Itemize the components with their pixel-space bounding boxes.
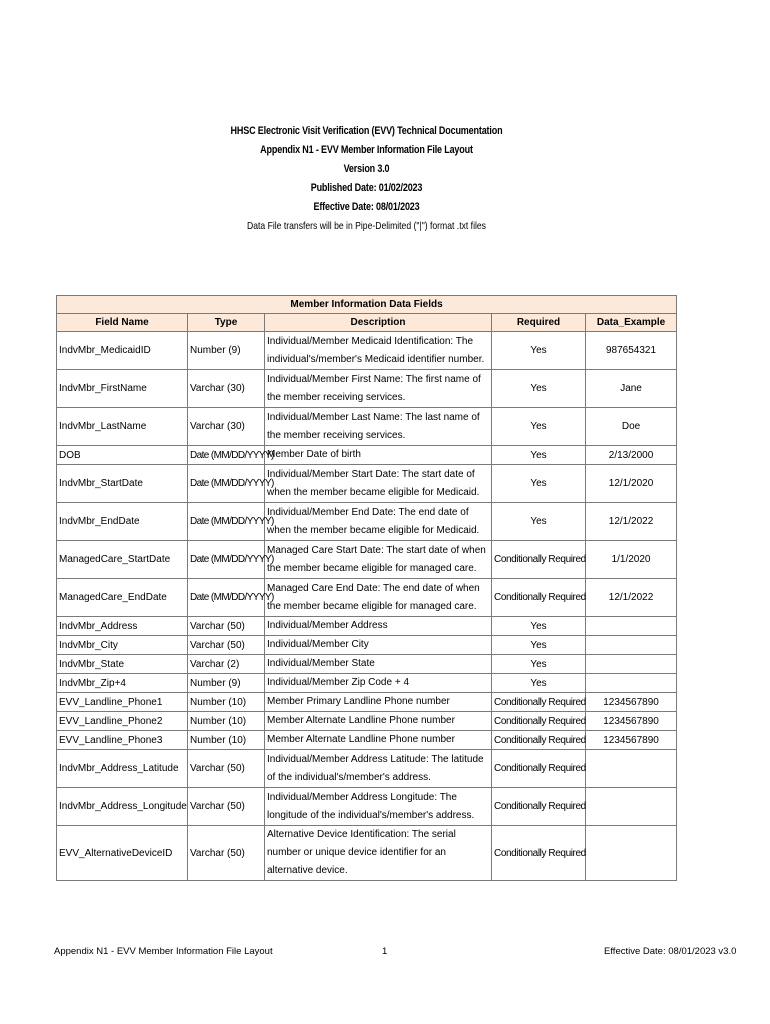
required-cell: Conditionally Required: [492, 693, 586, 712]
description-cell: Member Primary Landline Phone number: [265, 693, 492, 712]
page-number: 1: [382, 946, 388, 957]
data-example-cell: 987654321: [586, 332, 677, 370]
field-name-cell: IndvMbr_MedicaidID: [57, 332, 188, 370]
description-cell: Individual/Member State: [265, 655, 492, 674]
published-date: Published Date: 01/02/2023: [310, 182, 423, 194]
type-cell: Varchar (50): [188, 788, 265, 826]
version: Version 3.0: [343, 163, 390, 175]
description-cell: Managed Care End Date: The end date of when the member became eligible for managed care.: [265, 579, 492, 617]
description-cell: Individual/Member Medicaid Identification: The individual's/member's Medicaid identifier number.: [265, 332, 492, 370]
type-cell: Varchar (30): [188, 408, 265, 446]
file-format-note: Data File transfers will be in Pipe-Delimited ("|") format .txt files: [247, 220, 486, 232]
type-cell: Date (MM/DD/YYYY): [188, 446, 265, 465]
footer-right: Effective Date: 08/01/2023 v3.0: [604, 946, 737, 957]
required-cell: Conditionally Required: [492, 826, 586, 881]
type-cell: Varchar (50): [188, 750, 265, 788]
data-example-cell: [586, 826, 677, 881]
field-name-cell: IndvMbr_FirstName: [57, 370, 188, 408]
required-cell: Conditionally Required: [492, 750, 586, 788]
description-cell: Individual/Member Address Longitude: The longitude of the individual's/member's address.: [265, 788, 492, 826]
required-cell: Yes: [492, 636, 586, 655]
data-example-cell: [586, 674, 677, 693]
table-row: [57, 674, 677, 693]
doc-title: HHSC Electronic Visit Verification (EVV) Technical Documentation: [230, 125, 503, 137]
required-cell: Conditionally Required: [492, 579, 586, 617]
description-cell: Individual/Member Start Date: The start date of when the member became eligible for Medicaid.: [265, 465, 492, 503]
type-cell: Varchar (50): [188, 826, 265, 881]
effective-date: Effective Date: 08/01/2023: [313, 201, 420, 213]
table-row: [57, 408, 677, 446]
required-cell: Yes: [492, 408, 586, 446]
data-example-cell: [586, 788, 677, 826]
footer-left: Appendix N1 - EVV Member Information File Layout: [54, 946, 273, 957]
table-body: [57, 332, 677, 881]
description-cell: Individual/Member Address: [265, 617, 492, 636]
data-example-cell: 2/13/2000: [586, 446, 677, 465]
field-name-cell: EVV_Landline_Phone2: [57, 712, 188, 731]
data-example-cell: Doe: [586, 408, 677, 446]
table-row: [57, 446, 677, 465]
required-cell: Yes: [492, 503, 586, 541]
description-cell: Individual/Member City: [265, 636, 492, 655]
data-example-cell: [586, 636, 677, 655]
table-title: Member Information Data Fields: [57, 296, 677, 314]
member-fields-table: [56, 295, 677, 881]
data-example-cell: 1/1/2020: [586, 541, 677, 579]
required-cell: Yes: [492, 446, 586, 465]
required-cell: Yes: [492, 655, 586, 674]
data-example-cell: 12/1/2022: [586, 503, 677, 541]
table-row: [57, 750, 677, 788]
field-name-cell: EVV_Landline_Phone1: [57, 693, 188, 712]
data-example-cell: [586, 655, 677, 674]
data-example-cell: Jane: [586, 370, 677, 408]
field-name-cell: EVV_AlternativeDeviceID: [57, 826, 188, 881]
field-name-cell: ManagedCare_StartDate: [57, 541, 188, 579]
type-cell: Number (10): [188, 712, 265, 731]
appendix-title: Appendix N1 - EVV Member Information File Layout: [260, 144, 473, 156]
field-name-cell: ManagedCare_EndDate: [57, 579, 188, 617]
col-required: Required: [492, 314, 586, 332]
type-cell: Varchar (50): [188, 636, 265, 655]
description-cell: Individual/Member Address Latitude: The latitude of the individual's/member's address.: [265, 750, 492, 788]
required-cell: Conditionally Required: [492, 788, 586, 826]
required-cell: Yes: [492, 370, 586, 408]
table-row: [57, 332, 677, 370]
field-name-cell: IndvMbr_StartDate: [57, 465, 188, 503]
description-cell: Member Alternate Landline Phone number: [265, 731, 492, 750]
table-row: [57, 655, 677, 674]
description-cell: Individual/Member Zip Code + 4: [265, 674, 492, 693]
table-row: [57, 579, 677, 617]
description-cell: Member Alternate Landline Phone number: [265, 712, 492, 731]
table-row: [57, 617, 677, 636]
description-cell: Individual/Member Last Name: The last name of the member receiving services.: [265, 408, 492, 446]
type-cell: Number (9): [188, 332, 265, 370]
col-data-example: Data_Example: [586, 314, 677, 332]
table-row: [57, 731, 677, 750]
description-cell: Individual/Member End Date: The end date of when the member became eligible for Medicaid.: [265, 503, 492, 541]
type-cell: Date (MM/DD/YYYY): [188, 503, 265, 541]
field-name-cell: IndvMbr_LastName: [57, 408, 188, 446]
field-name-cell: IndvMbr_Address_Latitude: [57, 750, 188, 788]
data-example-cell: 1234567890: [586, 693, 677, 712]
description-cell: Alternative Device Identification: The serial number or unique device identifier for an alternative device.: [265, 826, 492, 881]
table-row: [57, 370, 677, 408]
type-cell: Varchar (30): [188, 370, 265, 408]
data-example-cell: 1234567890: [586, 731, 677, 750]
field-name-cell: IndvMbr_EndDate: [57, 503, 188, 541]
field-name-cell: IndvMbr_State: [57, 655, 188, 674]
table-row: [57, 503, 677, 541]
table-row: [57, 541, 677, 579]
col-field-name: Field Name: [57, 314, 188, 332]
data-example-cell: 1234567890: [586, 712, 677, 731]
required-cell: Conditionally Required: [492, 731, 586, 750]
field-name-cell: IndvMbr_Address_Longitude: [57, 788, 188, 826]
type-cell: Number (10): [188, 693, 265, 712]
data-example-cell: 12/1/2022: [586, 579, 677, 617]
data-example-cell: 12/1/2020: [586, 465, 677, 503]
field-name-cell: IndvMbr_Zip+4: [57, 674, 188, 693]
required-cell: Yes: [492, 674, 586, 693]
required-cell: Conditionally Required: [492, 712, 586, 731]
required-cell: Yes: [492, 332, 586, 370]
type-cell: Varchar (50): [188, 617, 265, 636]
table-row: [57, 826, 677, 881]
required-cell: Yes: [492, 465, 586, 503]
type-cell: Date (MM/DD/YYYY): [188, 541, 265, 579]
field-name-cell: IndvMbr_Address: [57, 617, 188, 636]
col-type: Type: [188, 314, 265, 332]
description-cell: Member Date of birth: [265, 446, 492, 465]
table-row: [57, 693, 677, 712]
type-cell: Date (MM/DD/YYYY): [188, 579, 265, 617]
table-row: [57, 788, 677, 826]
field-name-cell: EVV_Landline_Phone3: [57, 731, 188, 750]
type-cell: Date (MM/DD/YYYY): [188, 465, 265, 503]
type-cell: Number (10): [188, 731, 265, 750]
data-example-cell: [586, 617, 677, 636]
required-cell: Yes: [492, 617, 586, 636]
field-name-cell: IndvMbr_City: [57, 636, 188, 655]
data-example-cell: [586, 750, 677, 788]
document-header: [0, 122, 733, 235]
description-cell: Managed Care Start Date: The start date of when the member became eligible for managed care.: [265, 541, 492, 579]
field-name-cell: DOB: [57, 446, 188, 465]
description-cell: Individual/Member First Name: The first name of the member receiving services.: [265, 370, 492, 408]
table-row: [57, 636, 677, 655]
required-cell: Conditionally Required: [492, 541, 586, 579]
type-cell: Number (9): [188, 674, 265, 693]
type-cell: Varchar (2): [188, 655, 265, 674]
col-description: Description: [265, 314, 492, 332]
table-row: [57, 465, 677, 503]
table-row: [57, 712, 677, 731]
